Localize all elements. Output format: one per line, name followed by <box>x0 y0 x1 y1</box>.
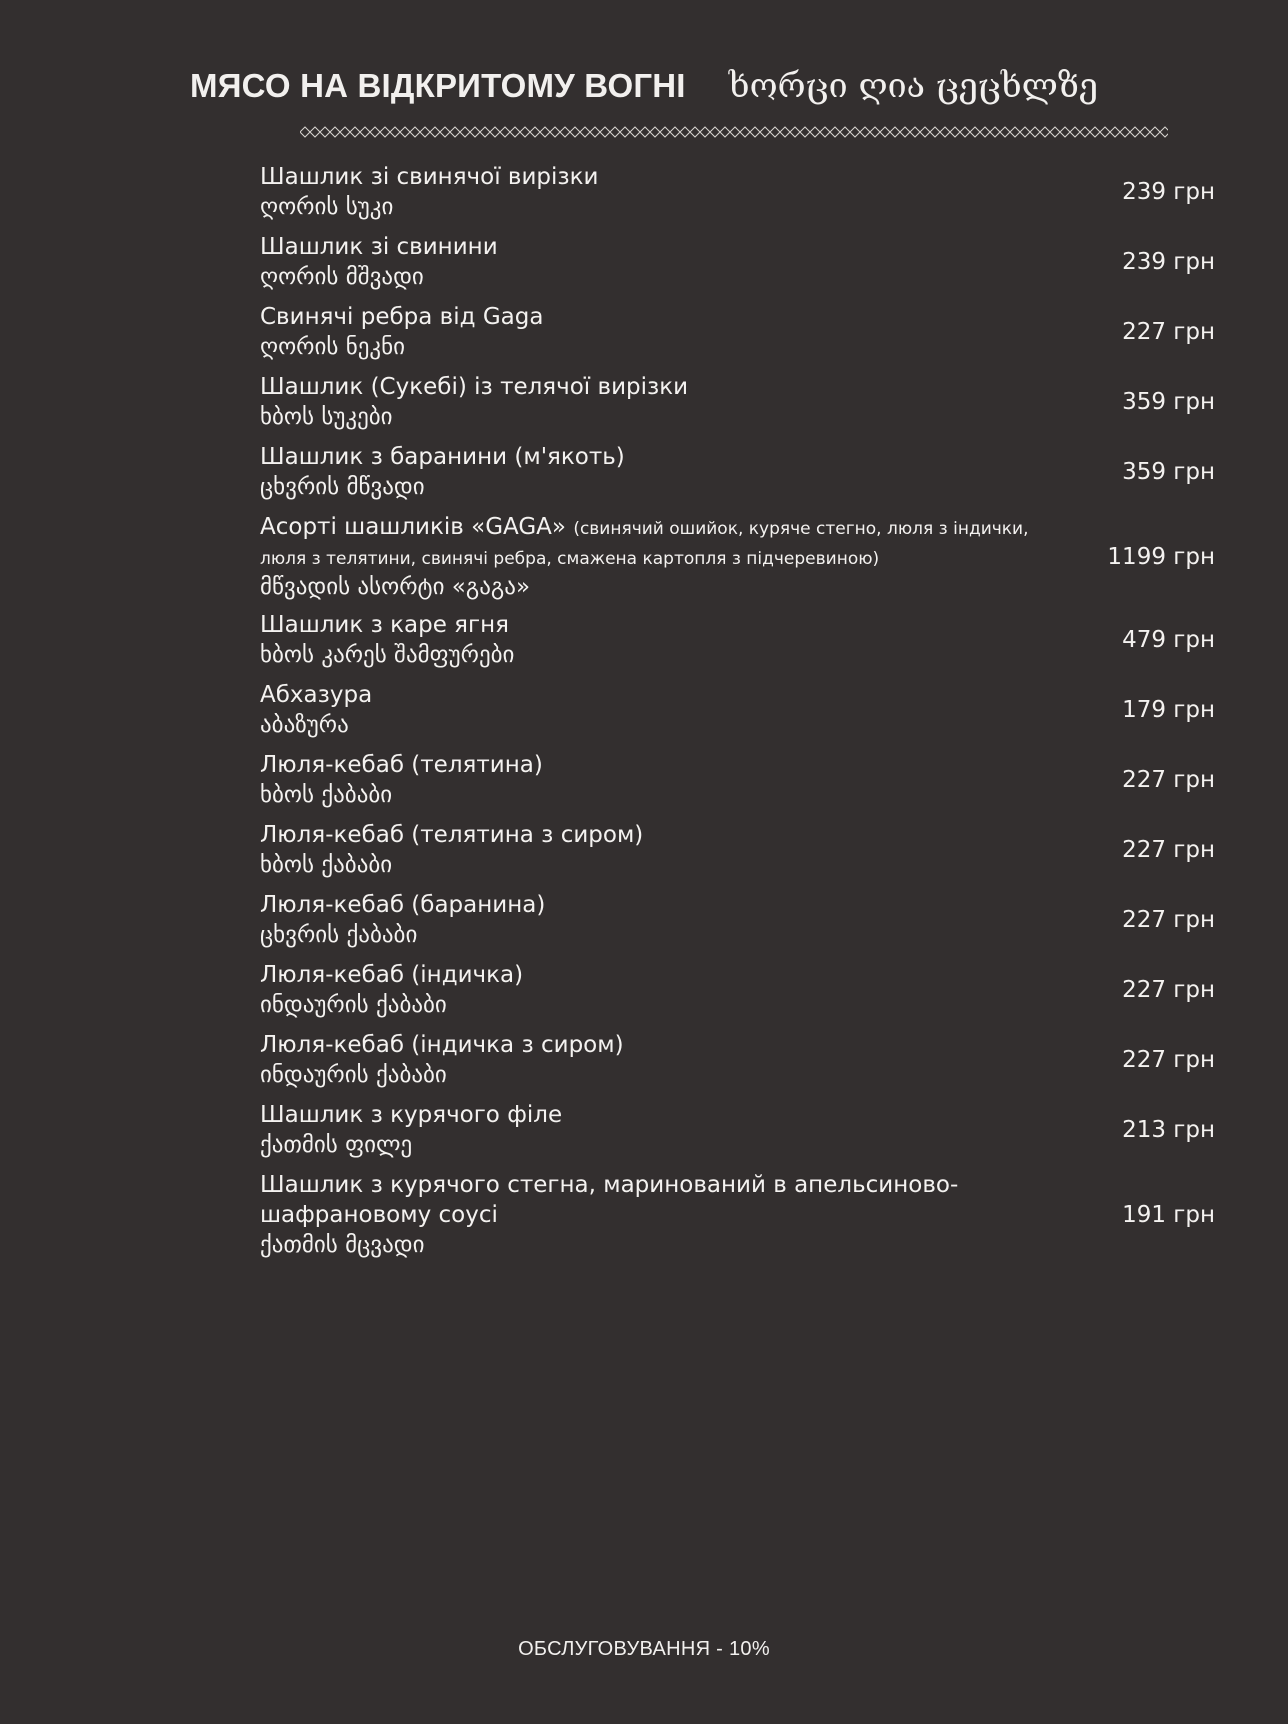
item-name: Абхазура <box>260 682 373 708</box>
item-price: 191 грн <box>1122 1202 1215 1228</box>
menu-item <box>260 610 1215 670</box>
menu-item <box>260 1100 1215 1160</box>
item-description: (свинячий ошийок, куряче стегно, люля з індички, люля з телятини, свинячі ребра, смажена картопля з підчеревиною) <box>260 519 1029 569</box>
section-title: МЯСО НА ВІДКРИТОМУ ВОГНІ <box>190 67 686 104</box>
item-price: 227 грн <box>1122 319 1215 345</box>
item-price: 359 грн <box>1122 389 1215 415</box>
item-price: 213 грн <box>1122 1117 1215 1143</box>
item-name-georgian: ხბოს კარეს შამფურები <box>260 642 515 668</box>
item-price: 227 грн <box>1122 767 1215 793</box>
item-name: Шашлик з каре ягня <box>260 612 509 638</box>
item-name: Шашлик зі свинини <box>260 234 498 260</box>
menu-item <box>260 960 1215 1020</box>
item-name: Люля-кебаб (баранина) <box>260 892 546 918</box>
menu-item <box>260 302 1215 362</box>
item-name: Асорті шашликів «GAGA» <box>260 514 566 540</box>
menu-item <box>260 680 1215 740</box>
item-price: 227 грн <box>1122 1047 1215 1073</box>
item-name: Люля-кебаб (індичка з сиром) <box>260 1032 624 1058</box>
item-name-georgian: ქათმის ფილე <box>260 1132 413 1158</box>
menu-item <box>260 232 1215 292</box>
item-name: Люля-кебаб (телятина з сиром) <box>260 822 644 848</box>
item-price: 239 грн <box>1122 249 1215 275</box>
menu-item <box>260 750 1215 810</box>
item-price: 359 грн <box>1122 459 1215 485</box>
ornament-divider <box>300 124 1168 140</box>
menu-item <box>260 372 1215 432</box>
item-name: Шашлик з курячого філе <box>260 1102 563 1128</box>
menu-item <box>260 162 1215 222</box>
item-name-georgian: ხბოს ქაბაბი <box>260 852 393 878</box>
item-name: Шашлик (Сукебі) із телячої вирізки <box>260 374 689 400</box>
section-title-georgian: ხორცი ღია ცეცხლზე <box>728 66 1098 106</box>
item-name-georgian: ქათმის მცვადი <box>260 1232 425 1258</box>
item-name: Шашлик з курячого стегна, маринований в апельсиново-шафрановому соусі <box>260 1172 959 1228</box>
item-price: 1199 грн <box>1107 544 1215 570</box>
item-name: Люля-кебаб (індичка) <box>260 962 524 988</box>
service-charge-note: ОБСЛУГОВУВАННЯ - 10% <box>518 1638 770 1660</box>
menu-item <box>260 890 1215 950</box>
item-name: Люля-кебаб (телятина) <box>260 752 543 778</box>
menu-list <box>260 162 1215 1270</box>
item-name-georgian: მწვადის ასორტი «გაგა» <box>260 574 531 600</box>
item-name-georgian: აბაზურა <box>260 712 349 738</box>
item-name: Шашлик зі свинячої вирізки <box>260 164 599 190</box>
menu-header <box>0 66 1288 106</box>
item-name: Свинячі ребра від Gaga <box>260 304 544 330</box>
item-name-georgian: ცხვრის ქაბაბი <box>260 922 418 948</box>
item-name-georgian: ინდაურის ქაბაბი <box>260 992 447 1018</box>
item-price: 227 грн <box>1122 977 1215 1003</box>
item-price: 227 грн <box>1122 907 1215 933</box>
item-price: 479 грн <box>1122 627 1215 653</box>
item-name-georgian: ცხვრის მწვადი <box>260 474 425 500</box>
item-name-georgian: ხბოს სუკები <box>260 404 393 430</box>
menu-item <box>260 442 1215 502</box>
item-name-with-description <box>260 512 1075 572</box>
menu-item <box>260 1030 1215 1090</box>
menu-item <box>260 512 1215 602</box>
item-name-georgian: ღორის მშვადი <box>260 264 424 290</box>
menu-item <box>260 1170 1215 1260</box>
item-name: Шашлик з баранини (м'якоть) <box>260 444 625 470</box>
item-name-georgian: ღორის ნეკნი <box>260 334 406 360</box>
item-price: 179 грн <box>1122 697 1215 723</box>
item-price: 227 грн <box>1122 837 1215 863</box>
item-name-georgian: ხბოს ქაბაბი <box>260 782 393 808</box>
item-name-georgian: ღორის სუკი <box>260 194 394 220</box>
item-name-georgian: ინდაურის ქაბაბი <box>260 1062 447 1088</box>
item-price: 239 грн <box>1122 179 1215 205</box>
menu-item <box>260 820 1215 880</box>
